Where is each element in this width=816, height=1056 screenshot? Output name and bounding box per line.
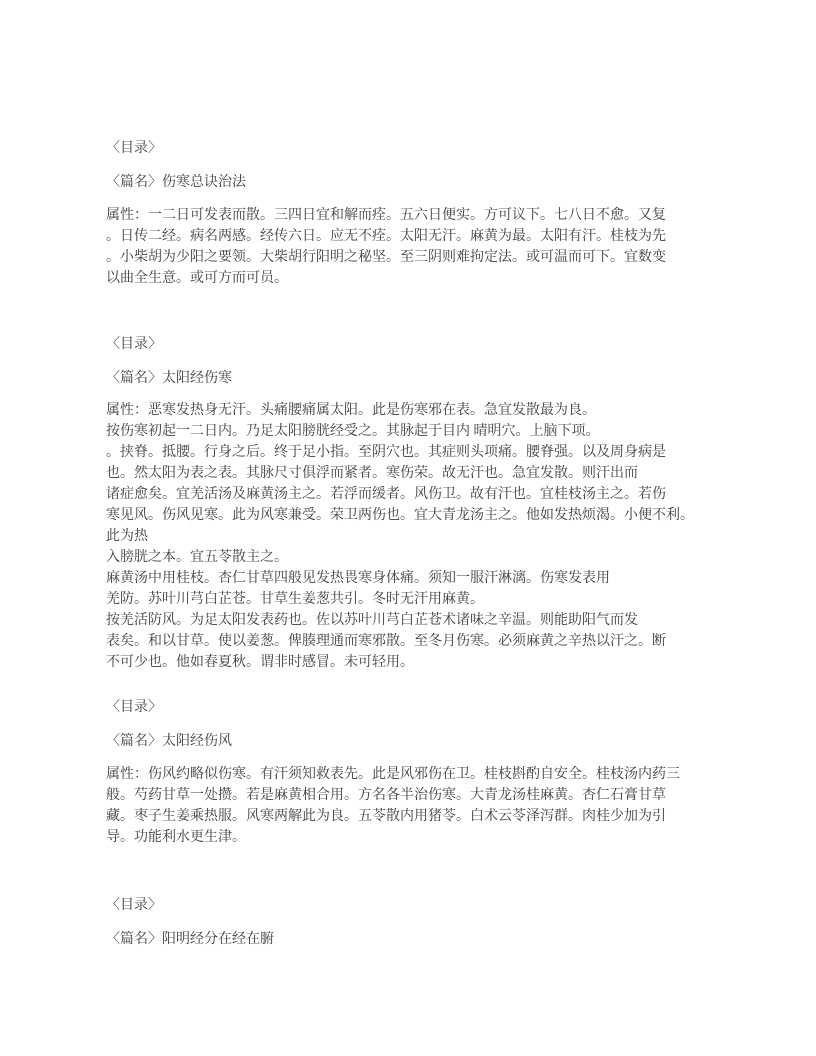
body-text-line: 属性：一二日可发表而散。三四日宜和解而痊。五六日便实。方可议下。七八日不愈。又复: [106, 208, 666, 223]
body-text-line: 诸症愈矣。宜羌活汤及麻黄汤主之。若浮而缓者。风伤卫。故有汗也。宜桂枝汤主之。若伤: [106, 487, 666, 502]
body-text-line: 导。功能利水更生津。: [106, 830, 246, 845]
body-text-line: 藏。枣子生姜乘热服。风寒两解此为良。五苓散内用猪苓。白术云苓泽泻群。肉桂少加为引: [106, 809, 666, 824]
body-text-line: 以曲全生意。或可方而可员。: [106, 271, 288, 286]
body-text-line: 表矣。和以甘草。使以姜葱。俾腠理通而寒邪散。至冬月伤寒。必须麻黄之辛热以汗之。断: [106, 634, 666, 649]
body-text-line: 按羌活防风。为足太阳发表药也。佐以苏叶川芎白芷苍术诸味之辛温。则能助阳气而发: [106, 613, 638, 628]
body-text-line: 属性：伤风约略似伤寒。有汗须知救表先。此是风邪伤在卫。桂枝斟酌自安全。桂枝汤内药三: [106, 767, 680, 782]
body-text-line: 。小柴胡为少阳之要领。大柴胡行阳明之秘坚。至三阴则难拘定法。或可温而可下。宜数变: [106, 250, 666, 265]
toc-marker: 〈目录〉: [106, 141, 162, 156]
body-text-line: 羌防。苏叶川芎白芷苍。甘草生姜葱共引。冬时无汗用麻黄。: [106, 592, 484, 607]
body-text-line: 。挟脊。抵腰。行身之后。终于足小指。至阴穴也。其症则头项痛。腰脊强。以及周身病是: [106, 445, 666, 460]
toc-marker: 〈目录〉: [106, 898, 162, 913]
body-text-line: 此为热: [106, 529, 148, 544]
body-text-line: 寒见风。伤风见寒。此为风寒兼受。荣卫两伤也。宜大青龙汤主之。他如发热烦渴。小便不利。: [106, 508, 694, 523]
chapter-title: 〈篇名〉伤寒总诀治法: [106, 175, 246, 190]
chapter-title: 〈篇名〉太阳经伤风: [106, 734, 232, 749]
body-text-line: 。日传二经。病名两感。经传六日。应无不痊。太阳无汗。麻黄为最。太阳有汗。桂枝为先: [106, 229, 666, 244]
paragraph: [106, 400, 726, 673]
body-text-line: 不可少也。他如春夏秋。谓非时感冒。未可轻用。: [106, 655, 414, 670]
toc-marker: 〈目录〉: [106, 700, 162, 715]
chapter-title: 〈篇名〉太阳经伤寒: [106, 371, 232, 386]
body-text-line: 属性：恶寒发热身无汗。头痛腰痛属太阳。此是伤寒邪在表。急宜发散最为良。: [106, 403, 596, 418]
paragraph: [106, 764, 726, 848]
body-text-line: 也。然太阳为表之表。其脉尺寸俱浮而紧者。寒伤荣。故无汗也。急宜发散。则汗出而: [106, 466, 638, 481]
body-text-line: 按伤寒初起一二日内。乃足太阳膀胱经受之。其脉起于目内 晴明穴。上脑下项。: [106, 424, 600, 439]
toc-marker: 〈目录〉: [106, 337, 162, 352]
body-text-line: 入膀胱之本。宜五苓散主之。: [106, 550, 288, 565]
body-text-line: 般。芍药甘草一处攒。若是麻黄相合用。方名各半治伤寒。大青龙汤桂麻黄。杏仁石膏甘草: [106, 788, 666, 803]
chapter-title: 〈篇名〉阳明经分在经在腑: [106, 932, 274, 947]
body-text-line: 麻黄汤中用桂枝。杏仁甘草四般见发热畏寒身体痛。须知一服汗淋漓。伤寒发表用: [106, 571, 610, 586]
paragraph: [106, 205, 726, 289]
